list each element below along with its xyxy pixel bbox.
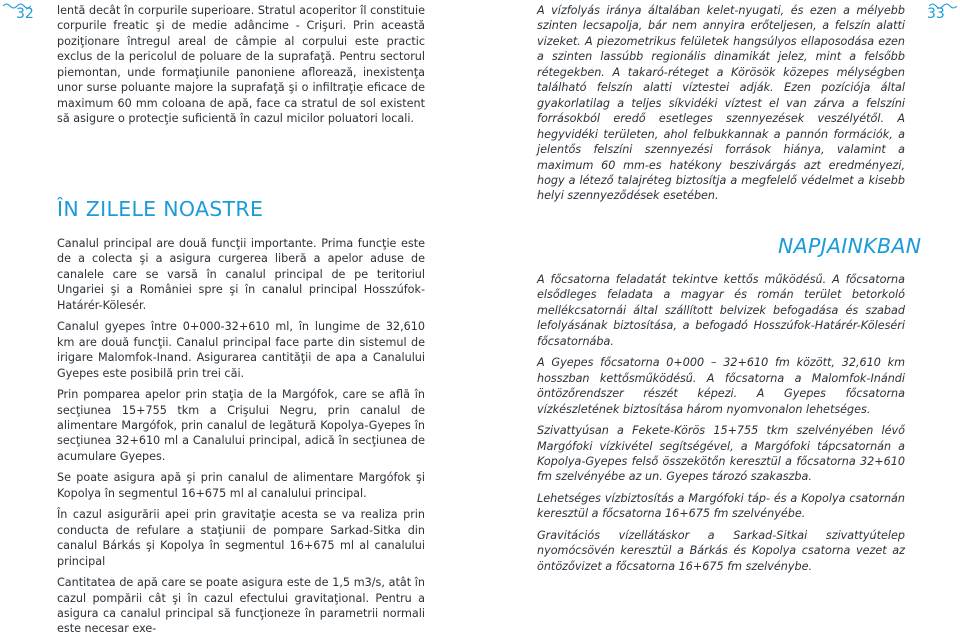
left-paragraph: Canalul principal are două funcţii importante. Prima funcţie este de a colecta şi a asigura curgerea liberă a apelor aduse de canalele care se varsă în canalul principal de pe teritoriul Ungariei şi a României spre şi în canalul principal Hosszúfok-Határér-Kölesér. bbox=[57, 237, 425, 312]
right-column bbox=[537, 3, 905, 204]
left-paragraph: Cantitatea de apă care se poate asigura este de 1,5 m3/s, atât în cazul pompării cât şi în cazul efectului gravitaţional. Pentru a asigura ca canalul principal să funcţioneze în parametrii normali este necesar exe- bbox=[57, 576, 425, 636]
left-paragraph: Se poate asigura apă şi prin canalul de alimentare Margófok şi Kopolya în segmentul 16+675 ml al canalului principal. bbox=[57, 471, 425, 500]
right-paragraph: Gravitációs vízellátáskor a Sarkad-Sitkai szivattyútelep nyomócsövén keresztül a Bárkás és Kopolya csatorna vezet az öntözővizet a főcsatorna 16+675 fm szelvénybe. bbox=[537, 528, 905, 573]
right-body bbox=[537, 272, 905, 574]
page-number-right: 33 bbox=[927, 6, 945, 22]
left-intro-paragraph: lentă decât în corpurile superioare. Stratul acoperitor îl constituie corpurile freatic şi de medie adâncime - Crişuri. Prin această poziţionare întregul areal de câmpie al corpului este practic exclus de la pericolul de poluare de la suprafaţă. Pentru sectorul piemontan, unde formaţiunile panoniene aflorează, inexistenţa unor surse poluante majore la suprafaţă şi o infiltraţie eficace de maximum 60 mm coloana de apă, face ca stratul de sol existent să asigure o protecţie suficientă în cazul micilor poluatori locali. bbox=[57, 4, 425, 126]
right-paragraph: Lehetséges vízbiztosítás a Margófoki táp- és a Kopolya csatornán keresztül a főcsatorna 16+675 fm szelvényébe. bbox=[537, 491, 905, 521]
left-body bbox=[57, 236, 425, 637]
page-number-left: 32 bbox=[16, 6, 34, 22]
left-column bbox=[57, 3, 425, 127]
right-paragraph: A Gyepes főcsatorna 0+000 – 32+610 fm között, 32,610 km hosszban kettősműködésű. A főcsatorna a Malomfok-Inándi öntözőrendszer részét képezi. A Gyepes főcsatorna vízkészletének biztosítása három nyomvonalon lehetséges. bbox=[537, 356, 905, 416]
right-paragraph: Szivattyúsan a Fekete-Körös 15+755 tkm szelvényében lévő Margófoki vízkivétel segítségével, a Margófoki tápcsatornán a Kopolya-Gyepes felső összekötőn keresztül a főcsatorna 32+610 fm szelvényébe az un. Gyepes tározó szakaszba. bbox=[537, 424, 905, 484]
section-heading-hungarian: NAPJAINKBAN bbox=[778, 234, 922, 258]
right-intro-paragraph: A vízfolyás iránya általában kelet-nyugati, és ezen a mélyebb szinten lecsapolja, bár nem annyira erőteljesen, a felszín alatti vizeket. A piezometrikus felületek hangsúlyos ellaposodása ezen a szinten lassúbb regionális dinamikát jelez, mint a felsőbb rétegekben. A takaró-réteget a Körösök közepes mélységben található felszín alatti víztestei adják. Ezen pozíciója által gyakorlatilag a teljes síkvidéki víztest el van zárva a felszíni forrásokból eredő esetleges szennyezések veszélyétől. A hegyvidéki területen, ahol felbukkannak a pannón formációk, a jelentős felszíni szennyezési források hiánya, valamint a maximum 60 mm-es hatékony beszivárgás azt eredményezi, hogy a létező talajréteg biztosítja a megfelelő védelmet a kisebb helyi szennyeződések esetében. bbox=[537, 4, 905, 203]
left-paragraph: Prin pomparea apelor prin staţia de la Margófok, care se află în secţiunea 15+755 tkm a Crişului Negru, prin canalul de alimentare Margófok, prin canalul de legătură Kopolya-Gyepes în secţiunea 32+610 ml a Canalului principal, adică în secţiunea de acumulare Gyepes. bbox=[57, 388, 425, 463]
left-paragraph: Canalul gyepes între 0+000-32+610 ml, în lungime de 32,610 km are două funcţii. Canalul principal face parte din sistemul de irigare Malomfok-Inand. Asigurarea cantităţii de apa a Canalului Gyepes este posibilă prin trei căi. bbox=[57, 320, 425, 380]
left-paragraph: În cazul asigurării apei prin gravitaţie acesta se va realiza prin conducta de refulare a staţiunii de pompare Sarkad-Sitka din canalul Bárkás şi Kopolya în segmentul 16+675 ml al canalului principal bbox=[57, 508, 425, 568]
section-heading-romanian: ÎN ZILELE NOASTRE bbox=[57, 197, 264, 221]
right-paragraph: A főcsatorna feladatát tekintve kettős működésű. A főcsatorna elsődleges feladata a magyar és román terület betorkoló mellékcsatornái által szállított belvizek befogadása és szabad lefolyásának biztosítása, a befogadó Hosszúfok-Határér-Köleséri főcsatornába. bbox=[537, 273, 905, 348]
